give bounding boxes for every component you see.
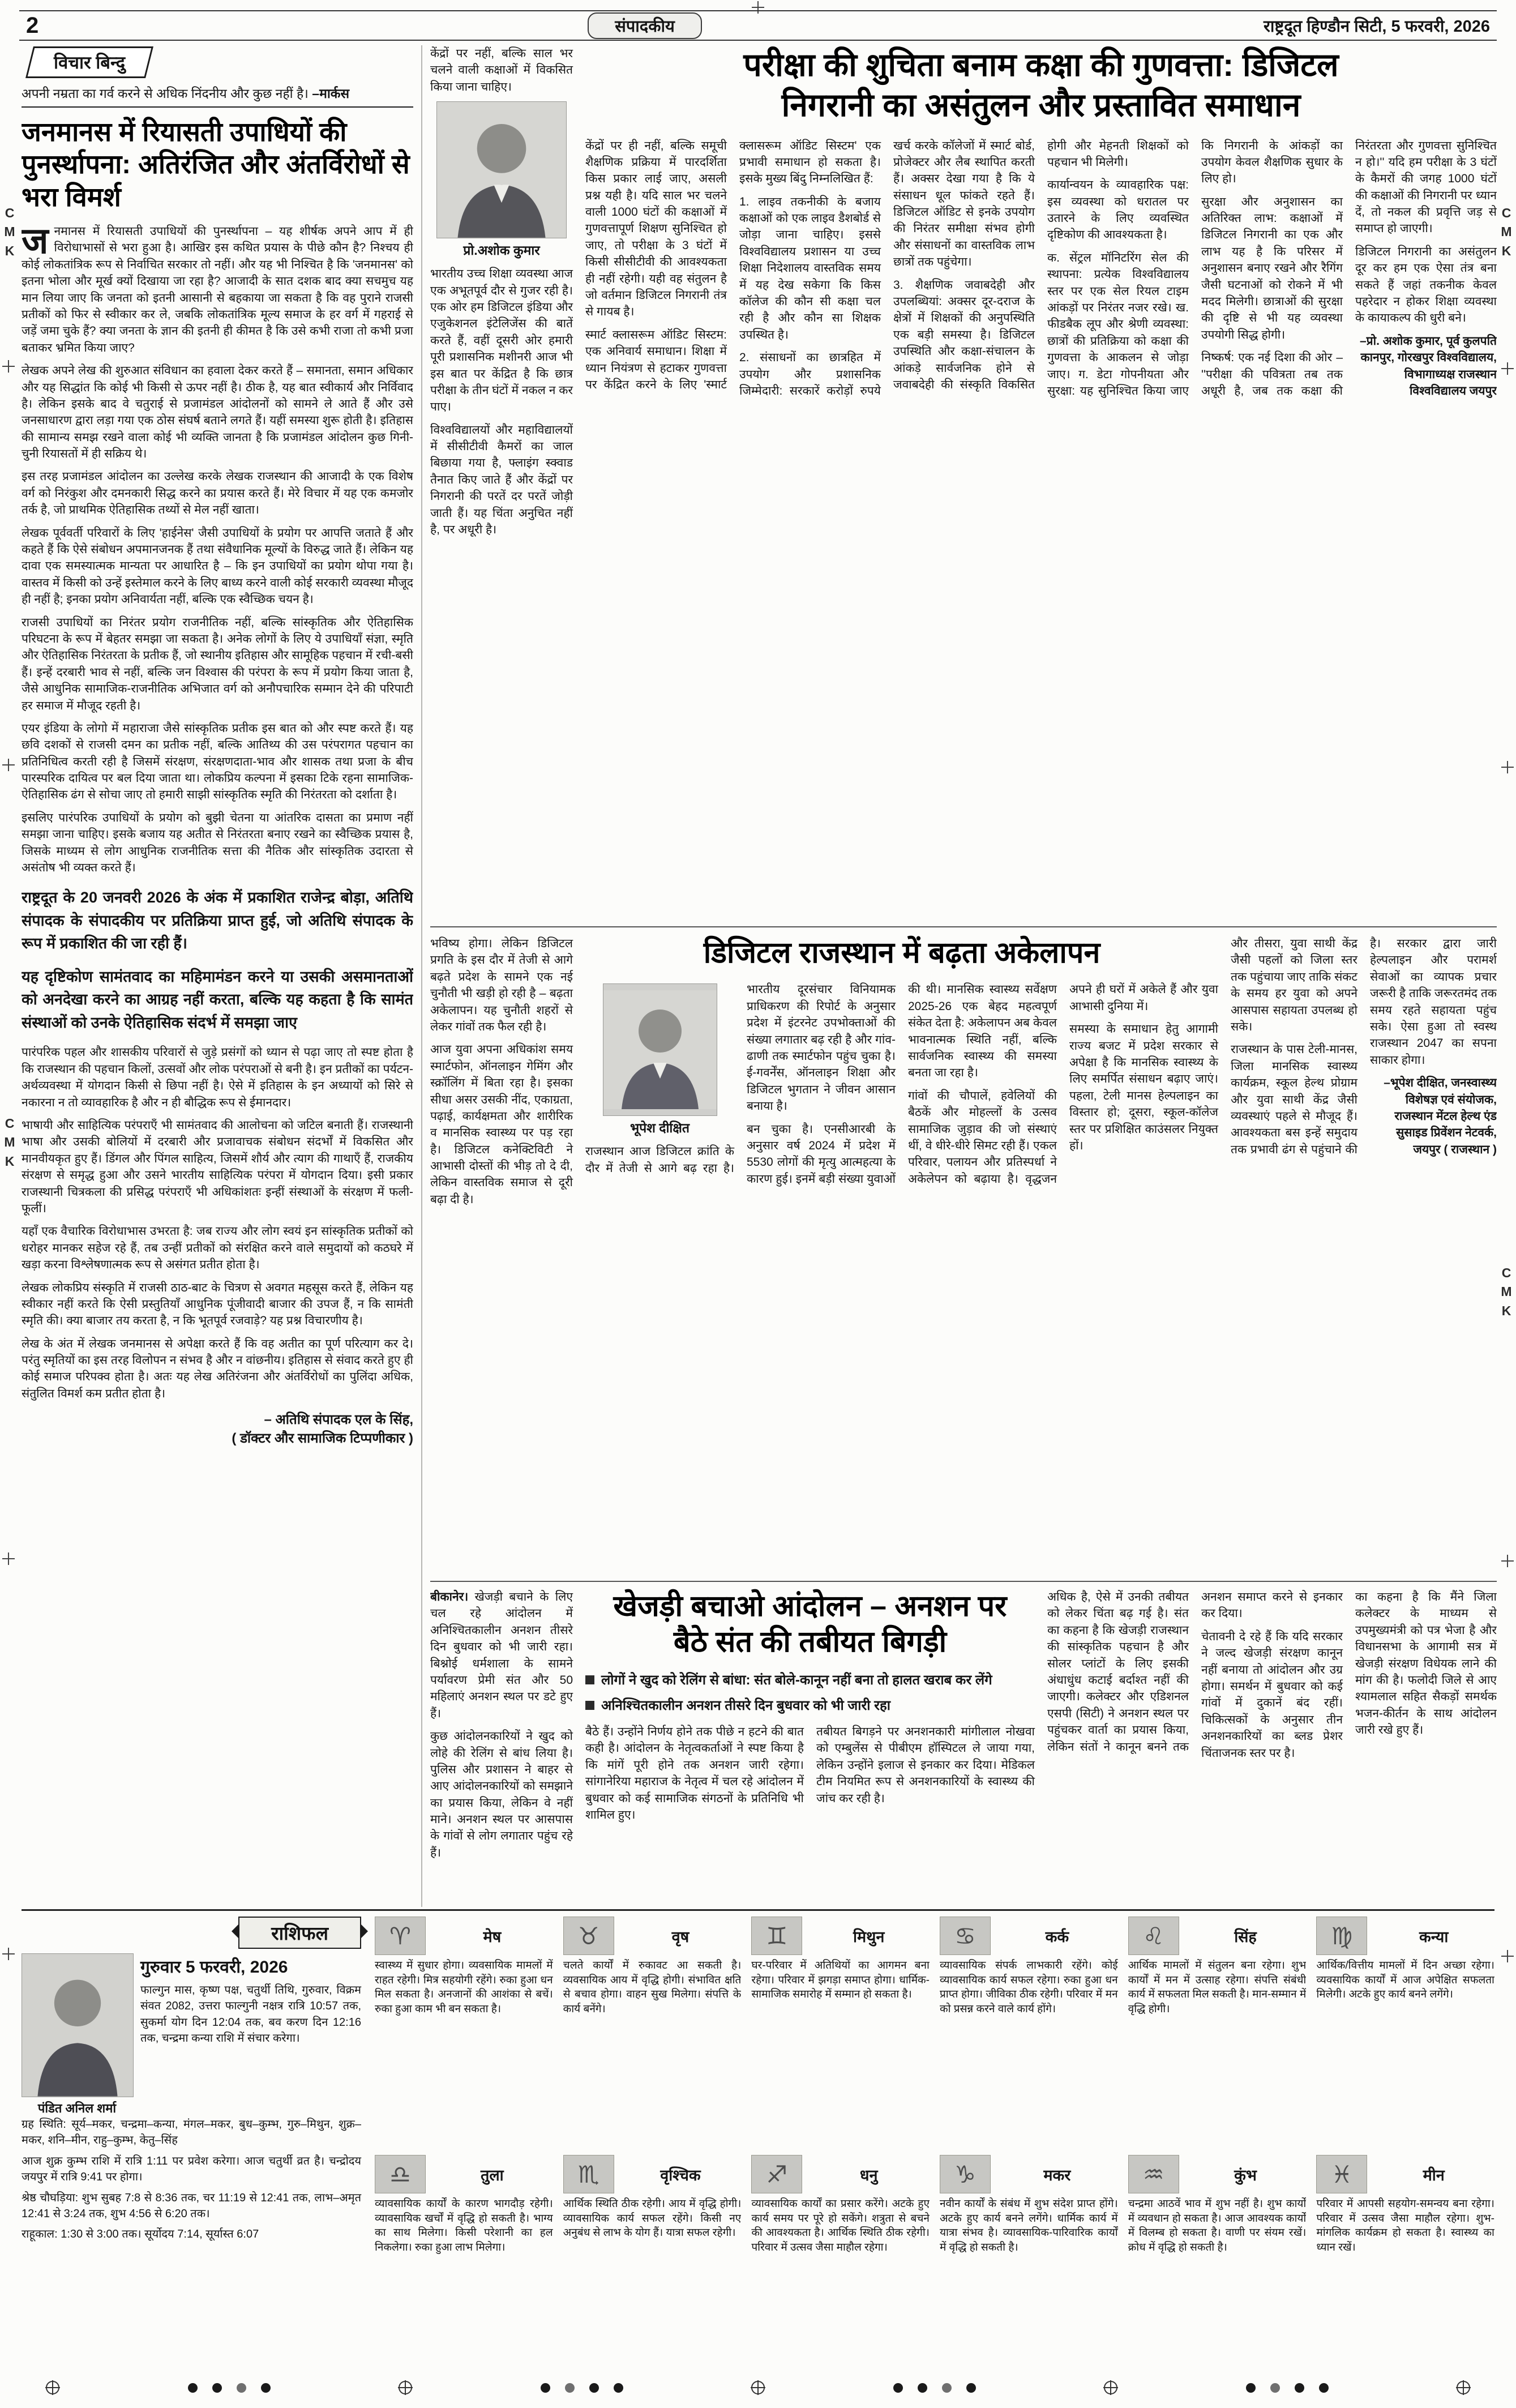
- zodiac-pisces: ♓ मीन परिवार में आपसी सहयोग-समन्वय बना रहेगा। परिवार में उत्सव जैसा माहौल रहेगा। शुभ-मांगलिक कार्यक्रम हो सकता है। स्वास्थ्य का ध्यान रखें।: [1316, 2155, 1494, 2385]
- crop-mark-icon: [1501, 362, 1514, 375]
- exam-integrity-article: [430, 45, 1497, 916]
- cancer-icon: ♋: [940, 1917, 991, 1955]
- registration-target-icon: [45, 2380, 60, 2395]
- paragraph: 1. लाइव तकनीकी के बजाय कक्षाओं को एक लाइव डैशबोर्ड से जोड़ा जाना चाहिए। इससे विश्वविद्यालय प्रशासन या उच्च शिक्षा निदेशालय वास्तविक समय में यह देख सकेगा कि किस कॉलेज की कौन सी कक्षा चल रही है और कौन सा शिक्षक उपस्थित है।: [739, 195, 881, 341]
- paragraph: 2. संसाधनों का छात्रहित में उपयोग और प्रशासनिक जिम्मेदारी: सरकारें करोड़ों रुपये खर्च करके कॉलेजों में स्मार्ट बोर्ड, प्रोजेक्टर और लैब स्थापित करती हैं। अक्सर देखा गया है कि ये संसाधन धूल फांकते रहते हैं। डिजिटल ऑडिट से इनके उपयोग की निरंतर समीक्षा संभव होगी और संसाधनों का वास्तविक लाभ छात्रों तक पहुंचेगा।: [739, 139, 1035, 397]
- paragraph: इस तरह प्रजामंडल आंदोलन का उल्लेख करके लेखक राजस्थान की आजादी के एक विशेष वर्ग को निरंकुश और दमनकारी सिद्ध करने का प्रयास करते हैं। मेरे विचार में यह एक कमजोर तर्क है, जो प्राथमिक ऐतिहासिक तथ्यों से मेल नहीं खाता।: [22, 470, 413, 517]
- taurus-icon: ♉: [563, 1917, 614, 1955]
- registration-target-icon: [751, 2380, 765, 2395]
- virgo-icon: ♍: [1316, 1917, 1367, 1955]
- zodiac-cancer: ♋ कर्क व्यावसायिक संपर्क लाभकारी रहेंगे। कोई व्यावसायिक कार्य सफल रहेगा। रुका हुआ धन प्राप्त होगा। जीविका ठीक रहेगी। परिवार में मन को प्रसन्न करने वाले कार्य होंगे।: [940, 1917, 1118, 2147]
- paragraph: भाषायी और साहित्यिक परंपराएँ भी सामंतवाद की आलोचना को जटिल बनाती हैं। राजस्थानी भाषा और उसकी बोलियों में दरबारी और प्रजावाचक संबोधन संदर्भों में विकसित और मानवीयकृत हुए हैं। डिंगल और पिंगल साहित्य, जिसमें शौर्य और त्याग की गाथाएँ हैं, राजकीय संरक्षण से समृद्ध हुआ और उसने भारतीय साहित्यिक परंपरा में योगदान दिया। इसी प्रकार राजस्थानी चित्रकला की प्रसिद्ध परंपराएँ भी अधिकांशतः इन्हीं संस्थाओं के संरक्षण में फली-फूलीं।: [22, 1119, 413, 1215]
- dateline: बीकानेर।: [430, 1590, 469, 1603]
- transit-note-line: आज शुक्र कुम्भ राशि में रात्रि 1:11 पर प्रवेश करेगा। आज चतुर्थी व्रत है। चन्द्रोदय जयपुर में रात्रि 9:41 पर होगा।: [22, 2154, 361, 2184]
- author-signature: –प्रो. अशोक कुमार, पूर्व कुलपति कानपुर, गोरखपुर विश्वविद्यालय, विभागाध्यक्ष राजस्थान विश्वविद्यालय जयपुर: [1360, 334, 1497, 397]
- author-photo: [436, 101, 567, 238]
- horoscope-section: [22, 1909, 1494, 2385]
- paragraph: समस्या के समाधान हेतु आगामी राज्य बजट में प्रदेश सरकार से अपेक्षा है कि मानसिक स्वास्थ्य के लिए समर्पित संसाधन बढ़ाए जाएं। पहला, टेली मानस हेल्पलाइन का विस्तार हो; दूसरा, स्कूल-कॉलेज स्तर पर प्रशिक्षित काउंसलर नियुक्त हों।: [1069, 1023, 1218, 1152]
- vichar-bindu-title: विचार बिन्दु: [54, 53, 126, 72]
- author-photo: [603, 983, 717, 1116]
- article-columns: [585, 1723, 1035, 1823]
- paragraph: बन चुका है। एनसीआरबी के अनुसार वर्ष 2024 में प्रदेश में 5530 लोगों की मृत्यु आत्महत्या के कारण हुई। इनमें बड़ी संख्या युवाओं की थी। मानसिक स्वास्थ्य सर्वेक्षण 2025-26 एक बेहद महत्वपूर्ण संकेत देता है: अकेलापन अब केवल भावनात्मक स्थिति नहीं, बल्कि सार्वजनिक स्वास्थ्य की समस्या बनता जा रहा है।: [747, 983, 1057, 1186]
- vichar-bindu-banner: [25, 46, 153, 78]
- ink-dots: [541, 2383, 623, 2393]
- registration-target-icon: [1103, 2380, 1118, 2395]
- astrologer-block: [22, 1953, 132, 2116]
- paragraph: केंद्रों पर नहीं, बल्कि साल भर चलने वाली कक्षाओं में विकसित किया जाना चाहिए।: [430, 47, 573, 93]
- guest-editorial-column: [22, 45, 413, 1907]
- page-number: 2: [26, 12, 39, 38]
- crop-mark-icon: [2, 1948, 15, 1960]
- paragraph: एयर इंडिया के लोगो में महाराजा जैसे सांस्कृतिक प्रतीक इस बात को और स्पष्ट करते हैं। यह छवि दशकों से राजसी दमन का प्रतीक नहीं, बल्कि आतिथ्य की उस परंपरागत पहचान का प्रतिनिधित्व करती रही है जिसमें संरक्षण, संरक्षणदाता-भाव और शासक तथा प्रजा के बीच पारस्परिक दायित्व पर बल दिया जाता था। लोकप्रिय कल्पना में इसका टिके रहना सामाजिक-ऐतिहासिक ढंग से सोचा जाए तो हमारी साझी सांस्कृतिक स्मृति की निरंतरता को दर्शाता है।: [22, 721, 413, 802]
- paragraph: भारतीय उच्च शिक्षा व्यवस्था आज एक अभूतपूर्व दौर से गुजर रही है। एक ओर हम डिजिटल इंडिया और एजुकेशनल इंटेलिजेंस की बातें करते हैं, वहीं दूसरी ओर हमारी पूरी प्रशासनिक मशीनरी आज भी इस बात पर केंद्रित है कि छात्र परीक्षा के तीन घंटों में नकल न कर पाए।: [430, 267, 573, 414]
- author-signature: – अतिथि संपादक एल के सिंह, ( डॉक्टर और सामाजिक टिप्पणीकार ): [232, 1412, 413, 1447]
- drop-cap: ज: [22, 220, 49, 261]
- crop-mark-icon: [1501, 1950, 1514, 1962]
- crop-mark-icon: [1501, 1555, 1514, 1567]
- zodiac-grid: [375, 1917, 1494, 2385]
- paragraph: गांवों की चौपालें, हवेलियों की बैठकें और मोहल्लों के उत्सव सामाजिक जुड़ाव की जो संस्थाएं थीं, वे धीरे-धीरे सिमट रही हैं। एकल परिवार, पलायन और प्रतिस्पर्धा ने अकेलेपन को बढ़ाया है। वृद्धजन अपने ही घरों में अकेले हैं और युवा आभासी दुनिया में।: [908, 983, 1218, 1186]
- paragraph: चेतावनी दे रहे हैं कि यदि सरकार ने जल्द खेजड़ी संरक्षण कानून नहीं बनाया तो आंदोलन और उग्र होगा। समर्थन में बुधवार को कई गांवों में दुकानें बंद रहीं। चिकित्सकों के अनुसार तीन अनशनकारियों का ब्लड प्रेशर चिंताजनक स्तर पर है।: [1201, 1629, 1343, 1760]
- planetary-details: [22, 2116, 361, 2243]
- photo-caption: भूपेश दीक्षित: [630, 1120, 690, 1136]
- zodiac-sagittarius: ♐ धनु व्यावसायिक कार्यों का प्रसार करेंगे। अटके हुए कार्य समय पर पूरे हो सकेंगे। शत्रुता से बचने की आवश्यकता है। आर्थिक स्थिति ठीक रहेगी। परिवार में उत्सव जैसा माहौल रहेगा।: [751, 2155, 930, 2385]
- sagittarius-icon: ♐: [751, 2155, 802, 2193]
- zodiac-capricorn: ♑ मकर नवीन कार्यों के संबंध में शुभ संदेश प्राप्त होंगे। अटके हुए कार्य बनने लगेंगे। धार्मिक कार्य में यात्रा संभव है। व्यावसायिक-पारिवारिक कार्यों में वृद्धि हो सकती है।: [940, 2155, 1118, 2385]
- paragraph: स्मार्ट क्लासरूम ऑडिट सिस्टम: एक अनिवार्य समाधान। शिक्षा में ध्यान नियंत्रण से हटाकर गुणवत्ता पर केंद्रित करने के लिए 'स्मार्ट क्लासरूम ऑडिट सिस्टम' एक प्रभावी समाधान हो सकता है। इसके मुख्य बिंदु निम्नलिखित हैं:: [585, 139, 881, 391]
- cmyk-registration-left-top: C M K: [4, 206, 15, 258]
- zodiac-virgo: ♍ कन्या आर्थिक/वित्तीय मामलों में दिन अच्छा रहेगा। व्यवसायिक कार्यों में आज अपेक्षित सफलता मिलेगी। अटके हुए कार्य बनने लगेंगे।: [1316, 1917, 1494, 2147]
- press-registration-strip: [45, 2380, 1471, 2395]
- paragraph: बीकानेर। खेजड़ी बचाने के लिए चल रहे आंदोलन में अनिश्चितकालीन अनशन तीसरे दिन बुधवार को भी जारी रहा। बिश्नोई धर्मशाला के सामने पर्यावरण प्रेमी संत और 50 महिलाएं अनशन स्थल पर डटे हुए हैं।: [430, 1590, 573, 1720]
- paragraph: राजस्थान के पास टेली-मानस, जिला मानसिक स्वास्थ्य कार्यक्रम, स्कूल हेल्थ प्रोग्राम और युवा साथी केंद्र जैसी व्यवस्थाएं पहले से मौजूद हैं। आवश्यकता बस इन्हें समुदाय तक प्रभावी ढंग से पहुंचाने की है। सरकार द्वारा जारी हेल्पलाइन और परामर्श सेवाओं का व्यापक प्रचार जरूरी है ताकि जरूरतमंद तक समय रहते सहायता पहुंच सके। ऐसा हुआ तो स्वस्थ राजस्थान 2047 का सपना साकार होगा।: [1231, 937, 1497, 1156]
- registration-target-icon: [1456, 2380, 1471, 2395]
- cmyk-registration-right-top: C M K: [1501, 206, 1512, 258]
- paragraph: आज युवा अपना अधिकांश समय स्मार्टफोन, ऑनलाइन गेमिंग और स्क्रॉलिंग में बिता रहा है। इसका सीधा असर उसकी नींद, एकाग्रता, पढ़ाई, कार्यक्षमता और शारीरिक व मानसिक स्वास्थ्य पर पड़ रहा है। डिजिटल कनेक्टिविटी ने आभासी दोस्तों की भीड़ तो दे दी, लेकिन वास्तविक समाज से दूरी बढ़ा दी है।: [430, 1043, 573, 1206]
- section-title: संपादकीय: [588, 12, 702, 39]
- page-header: [19, 10, 1497, 41]
- continuation-columns: [1231, 935, 1497, 1579]
- column-divider: [421, 45, 422, 1907]
- paragraph: ज नमानस में रियासती उपाधियों की पुनर्स्थापना – यह शीर्षक अपने आप में ही विरोधाभासों से भरा हुआ है। आखिर इस कथित प्रयास के पीछे कौन है? निश्चय ही कोई लोकतांत्रिक रूप से निर्वाचित सरकार तो नहीं। और यह भी निश्चित है कि 'जनमानस' को इतना भोला और मूर्ख क्यों दिखाया जा रहा है? आजादी के सात दशक बाद क्या सचमुच यह मान लिया जाए कि जनता को इतनी आसानी से बहकाया जा सकता है कि वह पुराने राजसी प्रतीकों को फिर से स्वीकार कर ले, जबकि लोकतांत्रिक मूल्य समाज के हर वर्ग में गहराई से जड़ें जमा चुके हैं? क्या जनता के ज्ञान की इतनी ही कीमत है कि उसे कभी राजा तो कभी प्रजा बताकर भ्रमित किया जाए?: [22, 220, 413, 354]
- quote-attribution: –मार्कस: [312, 86, 350, 101]
- square-bullet-icon: [585, 1675, 594, 1684]
- cmyk-registration-right-bottom: C M K: [1501, 1265, 1512, 1318]
- bullet-item: अनिश्चितकालीन अनशन तीसरे दिन बुधवार को भी जारी रहा: [585, 1696, 1035, 1716]
- quote-text: अपनी नम्रता का गर्व करने से अधिक निंदनीय और कुछ नहीं है।: [22, 86, 309, 101]
- thought-of-the-day: [22, 84, 413, 108]
- left-article-headline: जनमानस में रियासती उपाधियों की पुनर्स्थापना: अतिरंजित और अंतर्विरोधों से भरा विमर्श: [22, 117, 410, 212]
- horoscope-date: गुरुवार 5 फरवरी, 2026: [140, 1958, 288, 1977]
- author-signature: –भूपेश दीक्षित, जनस्वास्थ्य विशेषज्ञ एवं संयोजक, राजस्थान मेंटल हेल्थ एंड सुसाइड प्रिवेंशन नेटवर्क, जयपुर ( राजस्थान ): [1384, 1076, 1497, 1156]
- paragraph: कार्यान्वयन के व्यावहारिक पक्ष: इस व्यवस्था को धरातल पर उतारने के लिए व्यवस्थित दृष्टिकोण की आवश्यकता है।: [1047, 178, 1189, 242]
- edition-dateline: राष्ट्रदूत हिण्डौन सिटी, 5 फरवरी, 2026: [1263, 17, 1490, 36]
- crop-mark-icon: [2, 759, 15, 771]
- aries-icon: ♈: [375, 1917, 426, 1955]
- paragraph: यहाँ एक वैचारिक विरोधाभास उभरता है: जब राज्य और लोग स्वयं इन सांस्कृतिक प्रतीकों को धरोहर मानकर सहेज रहे हैं, तब उन्हीं प्रतीकों को संरक्षित करने वाले समुदायों को कठघरे में खड़ा करना विश्लेषणात्मक रूप से असंगत प्रतीत होता है।: [22, 1225, 413, 1272]
- paragraph: बैठे हैं। उन्होंने निर्णय होने तक पीछे न हटने की बात कही है। आंदोलन के नेतृत्वकर्ताओं ने स्पष्ट किया है कि मांगें पूरी होने तक अनशन जारी रहेगा। सांगानेरिया महाराज के नेतृत्व में चल रहे आंदोलन में बुधवार को कई सामाजिक संगठनों के प्रतिनिधि भी शामिल हुए।: [585, 1725, 804, 1822]
- khejri-protest-article: [430, 1581, 1497, 1910]
- aquarius-icon: ♒: [1128, 2155, 1179, 2193]
- paragraph: लेख के अंत में लेखक जनमानस से अपेक्षा करते हैं कि वह अतीत का पूर्ण परित्याग कर दे। परंतु स्मृतियों का इस तरह विलोपन न संभव है और न वांछनीय। इतिहास से संवाद करते हुए ही कोई समाज परिपक्व होता है। अतः यह लेख अतिरंजना और अंतर्विरोधों का पुलिंदा अधिक, संतुलित विमर्श कम प्रतीत होता है।: [22, 1337, 413, 1400]
- first-column: [430, 1589, 573, 1910]
- editor-note-pullquote: राष्ट्रदूत के 20 जनवरी 2026 के अंक में प्रकाशित राजेन्द्र बोड़ा, अतिथि संपादक के संपादकीय पर प्रतिक्रिया प्राप्त हुई, जो अतिथि संपादक के रूप में प्रकाशित की जा रही हैं।: [22, 889, 413, 952]
- paragraph: डिजिटल निगरानी का असंतुलन दूर कर हम एक ऐसा तंत्र बना सकते हैं जहां तकनीक केवल पहरेदार न होकर शिक्षा व्यवस्था के कायाकल्प की धुरी बने।: [1355, 245, 1497, 325]
- rashifal-ribbon: राशिफल: [238, 1917, 361, 1949]
- libra-icon: ♎: [375, 2155, 426, 2193]
- article-body: [585, 1589, 1035, 1910]
- zodiac-libra: ♎ तुला व्यावसायिक कार्यों के कारण भागदौड़ रहेगी। व्यावसायिक खर्चों में वृद्धि हो सकती है। भाग्य का साथ मिलेगा। किसी परेशानी का हल निकलेगा। रुका हुआ लाभ मिलेगा।: [375, 2155, 553, 2385]
- paragraph: इसलिए पारंपरिक उपाधियों के प्रयोग को बुझी चेतना या आंतरिक दासता का प्रमाण नहीं समझा जाना चाहिए। इसके बजाय यह अतीत से निरंतरता बनाए रखने का स्वैच्छिक प्रयास है, जिसके माध्यम से लोग आधुनिक राजनीतिक सत्ता की नैतिक और सांस्कृतिक उदारता से असंतोष भी व्यक्त करते हैं।: [22, 811, 413, 875]
- cmyk-registration-left-bottom: C M K: [4, 1116, 15, 1169]
- grah-sthiti-line: ग्रह स्थिति: सूर्य–मकर, चन्द्रमा–कन्या, मंगल–मकर, बुध–कुम्भ, गुरु–मिथुन, शुक्र–मकर, शनि–मीन, राहु–कुम्भ, केतु–सिंह: [22, 2118, 361, 2147]
- paragraph: पारंपरिक पहल और शासकीय परिवारों से जुड़े प्रसंगों को ध्यान से पढ़ा जाए तो स्पष्ट होता है कि राजस्थान की पहचान किलों, उत्सवों और लोक परंपराओं से बनी है। इन प्रतीकों का पर्यटन-अर्थव्यवस्था में योगदान किसी से छिपा नहीं है। ऐसे में इतिहास के इन अध्यायों को सिरे से नकारना न तो व्यावहारिक है और न ही बौद्धिक रूप से ईमानदार।: [22, 1046, 413, 1109]
- paragraph: केंद्रों पर ही नहीं, बल्कि समूची शैक्षणिक प्रक्रिया में पारदर्शिता किस प्रकार लाई जाए, असली प्रश्न यही है। यदि साल भर चलने वाली 1000 घंटों की कक्षाओं में गुणवत्तापूर्ण शिक्षण सुनिश्चित हो जाए, तो परीक्षा के 3 घंटों में किसी सीसीटीवी की आवश्यकता ही नहीं रहेगी। यही वह संतुलन है जो वर्तमान डिजिटल निगरानी तंत्र से गायब है।: [585, 139, 727, 319]
- paragraph: निष्कर्ष: एक नई दिशा की ओर – ''परीक्षा की पवित्रता तब तक अधूरी है, जब तक कक्षा की निरंतरता और गुणवत्ता सुनिश्चित न हो।'' यदि हम परीक्षा के 3 घंटों के कैमरों की जगह 1000 घंटों की कक्षाओं की निगरानी पर ध्यान दें, तो नकल की प्रवृत्ति जड़ से समाप्त हो जाएगी।: [1201, 139, 1497, 397]
- digital-loneliness-article: [430, 926, 1497, 1579]
- astrologer-name: पंडित अनिल शर्मा: [37, 2101, 117, 2115]
- paragraph: अधिक है, ऐसे में उनकी तबीयत को लेकर चिंता बढ़ गई है। संत का कहना है कि खेजड़ी राजस्थान की सांस्कृतिक पहचान है और सोलर प्लांटों के लिए इसकी अंधाधुंध कटाई बर्दाश्त नहीं की जाएगी। कलेक्टर और एडिशनल एसपी (सिटी) ने अनशन स्थल पर पहुंचकर वार्ता का प्रयास किया, लेकिन संतों ने कानून बनने तक अनशन समाप्त करने से इनकार कर दिया।: [1047, 1590, 1343, 1753]
- paragraph: का कहना है कि मैंने जिला कलेक्टर के माध्यम से उपमुख्यमंत्री को पत्र भेजा है और विधानसभा के आगामी सत्र में खेजड़ी संरक्षण विधेयक लाने की मांग की है। फलोदी जिले से आए श्यामलाल सहित सैकड़ों समर्थक भजन-कीर्तन के साथ आंदोलन जारी रखे हुए हैं।: [1355, 1590, 1497, 1737]
- crop-mark-icon: [2, 1552, 15, 1565]
- paragraph: और तीसरा, युवा साथी केंद्र जैसी पहलों को जिला स्तर तक पहुंचाया जाए ताकि संकट के समय हर युवा को अपने आसपास सहायता उपलब्ध हो सके।: [1231, 937, 1357, 1033]
- paragraph: विश्वविद्यालयों और महाविद्यालयों में सीसीटीवी कैमरों का जाल बिछाया गया है, फ्लाइंग स्क्वाड तैनात किए जाते हैं और केंद्रों पर निगरानी की परतें दर परतें जोड़ी जाती हैं। यह चिंता अनुचित नहीं है, पर अधूरी है।: [430, 423, 573, 537]
- article-body: [585, 45, 1497, 916]
- zodiac-taurus: ♉ वृष चलते कार्यों में रुकावट आ सकती है। व्यवसायिक आय में वृद्धि होगी। संभावित क्षति से बचाव होगा। वाहन सुख मिलेगा। संपत्ति के कार्य बनेंगे।: [563, 1917, 742, 2147]
- paragraph: लेखक अपने लेख की शुरुआत संविधान का हवाला देकर करते हैं – समानता, समान अधिकार और यह सिद्धांत कि कोई भी किसी से ऊपर नहीं है। ठीक है, यह बात स्वीकार्य और निर्विवाद है। लेकिन इसके बाद वे चतुराई से प्रजामंडल आंदोलनों को सामने ले आते हैं और उसे जनसाधारण द्वारा लड़ा गया एक ठोस संघर्ष बताने लगते हैं। यहीं समस्या शुरू होती है। इतिहास की सामान्य समझ रखने वाला कोई भी व्यक्ति जानता है कि प्रजामंडल आंदोलन कुछ गिनी-चुनी रियासतों में ही सक्रिय थे।: [22, 364, 413, 461]
- panchang-text: फाल्गुन मास, कृष्ण पक्ष, चतुर्थी तिथि, गुरुवार, विक्रम संवत 2082, उत्तरा फाल्गुनी नक्षत्र रात्रि 10:57 तक, सुकर्मा योग दिन 12:04 तक, बव करण दिन 12:16 तक, चन्द्रमा कन्या राशि में संचार करेगा।: [140, 1984, 361, 2045]
- paragraph: क. सेंट्रल मॉनिटरिंग सेल की स्थापना: प्रत्येक विश्वविद्यालय स्तर पर एक सेल रियल टाइम आंकड़ों पर निरंतर नजर रखे। ख. फीडबैक लूप और श्रेणी व्यवस्था: छात्रों की प्रतिक्रिया को कक्षा की गुणवत्ता के आकलन से जोड़ा जाए। ग. डेटा गोपनीयता और सुरक्षा: यह सुनिश्चित किया जाए कि निगरानी के आंकड़ों का उपयोग केवल शैक्षणिक सुधार के लिए हो।: [1047, 139, 1343, 397]
- first-column: [430, 935, 573, 1579]
- chaughadiya-line: श्रेष्ठ चौघड़िया: शुभ सुबह 7:8 से 8:36 तक, चर 11:19 से 12:41 तक, लाभ–अमृत 12:41 से 3:24 तक, शुभ 4:56 से 6:20 तक।: [22, 2191, 361, 2220]
- leo-icon: ♌: [1128, 1917, 1179, 1955]
- paragraph: भविष्य होगा। लेकिन डिजिटल प्रगति के इस दौर में तेजी से आगे बढ़ते प्रदेश के सामने एक नई चुनौती भी खड़ी हो रही है – बढ़ता अकेलापन। यह चुनौती शहरों से लेकर गांवों तक फैल रही है।: [430, 937, 573, 1033]
- first-column: [430, 45, 573, 916]
- ink-dots: [1246, 2383, 1329, 2393]
- paragraph: सुरक्षा और अनुशासन का अतिरिक्त लाभ: कक्षाओं में डिजिटल निगरानी का एक और लाभ यह है कि परिसर में अनुशासन बनाए रखने और रैगिंग जैसी घटनाओं को रोकने में भी मदद मिलेगी। छात्राओं की सुरक्षा की दृष्टि से भी यह व्यवस्था उपयोगी सिद्ध होगी।: [1201, 195, 1343, 341]
- ink-dots: [188, 2383, 271, 2393]
- registration-target-icon: [398, 2380, 413, 2395]
- paragraph: लेखक पूर्ववर्ती परिवारों के लिए 'हाईनेस' जैसी उपाधियों के प्रयोग पर आपत्ति जताते हैं और कहते हैं कि ऐसे संबोधन अपमानजनक हैं तथा संवैधानिक मूल्यों के विरुद्ध जाते हैं। लेकिन यह दावा एक समस्यात्मक मान्यता पर आधारित है – कि इन उपाधियों का प्रयोग थोपा गया है। वास्तव में किसी को उन्हें इस्तेमाल करने के लिए बाध्य करने वाली कोई सरकारी व्यवस्था मौजूद ही नहीं है; इनका प्रयोग अनिवार्यता नहीं, बल्कि एक स्वैच्छिक चयन है।: [22, 526, 413, 606]
- paragraph: राजसी उपाधियों का निरंतर प्रयोग राजनीतिक नहीं, बल्कि सांस्कृतिक और ऐतिहासिक परिघटना के रूप में बेहतर समझा जा सकता है। अनेक लोगों के लिए ये उपाधियाँ संज्ञा, स्मृति और ऐतिहासिक निरंतरता के प्रतीक हैं, जो स्थानीय इतिहास और सामूहिक पहचान में रची-बसी हैं। इन्हें दरबारी भाव से नहीं, बल्कि जन विश्वास की परंपरा के रूप में प्रयोग किया जाता है, जैसे आधुनिक सामाजिक-राजनीतिक अभिजात वर्ग को अनौपचारिक सम्मान देने की परिपाटी हर समाज में मौजूद रहती है।: [22, 615, 413, 712]
- gemini-icon: ♊: [751, 1917, 802, 1955]
- zodiac-gemini: ♊ मिथुन घर-परिवार में अतिथियों का आगमन बना रहेगा। परिवार में झगड़ा समाप्त होगा। धार्मिक-सामाजिक समारोह में सम्मान हो सकता है।: [751, 1917, 930, 2147]
- crop-mark-icon: [2, 360, 15, 373]
- zodiac-leo: ♌ सिंह आर्थिक मामलों में संतुलन बना रहेगा। शुभ कार्यों में मन में उत्साह रहेगा। संपत्ति संबंधी कार्य में सफलता मिल सकती है। मान-सम्मान में वृद्धि होगी।: [1128, 1917, 1307, 2147]
- article-columns: [585, 138, 1497, 400]
- rahukal-line: राहूकाल: 1:30 से 3:00 तक। सूर्योदय 7:14, सूर्यास्त 6:07: [22, 2228, 259, 2241]
- article-columns: [585, 981, 1218, 1187]
- paragraph: 3. शैक्षणिक जवाबदेही और उपलब्धियां: अक्सर दूर-दराज के क्षेत्रों में शिक्षकों की अनुपस्थिति एक बड़ी समस्या है। डिजिटल उपस्थिति और कक्षा-संचालन के आंकड़े सार्वजनिक होने से जवाबदेही की संस्कृति विकसित होगी और मेहनती शिक्षकों को पहचान भी मिलेगी।: [893, 139, 1189, 391]
- bullet-item: लोगों ने खुद को रेलिंग से बांधा: संत बोले-कानून नहीं बना तो हालत खराब कर लेंगे: [585, 1671, 1035, 1690]
- photo-caption: प्रो.अशोक कुमार: [463, 243, 540, 258]
- capricorn-icon: ♑: [940, 2155, 991, 2193]
- bold-standfirst: यह दृष्टिकोण सामंतवाद का महिमामंडन करने या उसकी असमानताओं को अनदेखा करने का आग्रह नहीं करता, बल्कि यह कहता है कि सामंत संस्थाओं को उनके ऐतिहासिक संदर्भ में समझा जाए: [22, 968, 413, 1031]
- continuation-columns: [1047, 1589, 1497, 1910]
- zodiac-aries: ♈ मेष स्वास्थ्य में सुधार होगा। व्यवसायिक मामलों में राहत रहेगी। मित्र सहयोगी रहेंगे। रुका हुआ धन मिल सकता है। अनजानों की आशंका से बचें। रुका हुआ काम भी बन सकता है।: [375, 1917, 553, 2147]
- paragraph: तबीयत बिगड़ने पर अनशनकारी मांगीलाल नोखवा को एम्बुलेंस से पीबीएम हॉस्पिटल ले जाया गया, लेकिन उन्होंने इलाज से इनकार कर दिया। मेडिकल टीम नियमित रूप से अनशनकारियों के स्वास्थ्य की जांच कर रही है।: [816, 1725, 1035, 1805]
- pisces-icon: ♓: [1316, 2155, 1367, 2193]
- paragraph: लेखक लोकप्रिय संस्कृति में राजसी ठाठ-बाट के चित्रण से अवगत महसूस करते हैं, लेकिन यह स्वीकार नहीं करते कि ऐसी प्रस्तुतियाँ आधुनिक पूंजीवादी बाजार की उपज हैं, न कि सामंती स्मृति की। क्या बाजार तय करता है, न कि भूतपूर्व रजवाड़े? यह प्रश्न विचारणीय है।: [22, 1281, 413, 1328]
- astrologer-photo: [22, 1953, 134, 2097]
- panchang-block: [22, 1917, 361, 2385]
- exam-article-headline: परीक्षा की शुचिता बनाम कक्षा की गुणवत्ता: डिजिटल निगरानी का असंतुलन और प्रस्तावित समाधान: [743, 47, 1339, 124]
- highlight-bullets: [585, 1671, 1035, 1716]
- zodiac-scorpio: ♏ वृश्चिक आर्थिक स्थिति ठीक रहेगी। आय में वृद्धि होगी। व्यावसायिक कार्य सफल रहेंगे। किसी नए अनुबंध से लाभ के योग हैं। यात्रा सफल रहेगी।: [563, 2155, 742, 2385]
- paragraph: कुछ आंदोलनकारियों ने खुद को लोहे की रेलिंग से बांध लिया है। पुलिस और प्रशासन ने बाहर से आए आंदोलनकारियों को समझाने का प्रयास किया, लेकिन वे नहीं माने। अनशन स्थल पर आसपास के गांवों से लोग लगातार पहुंच रहे हैं।: [430, 1730, 573, 1859]
- zodiac-aquarius: ♒ कुंभ चन्द्रमा आठवें भाव में शुभ नहीं है। शुभ कार्यों में व्यवधान हो सकता है। आज आवश्यक कार्यों में विलम्ब हो सकता है। वाणी पर संयम रखें। क्रोध में वृद्धि हो सकती है।: [1128, 2155, 1307, 2385]
- ink-dots: [893, 2383, 976, 2393]
- square-bullet-icon: [585, 1701, 594, 1710]
- scorpio-icon: ♏: [563, 2155, 614, 2193]
- article-body: [585, 935, 1218, 1579]
- crop-mark-icon: [1501, 761, 1514, 773]
- loneliness-article-headline: डिजिटल राजस्थान में बढ़ता अकेलापन: [703, 936, 1100, 969]
- khejri-article-headline: खेजड़ी बचाओ आंदोलन – अनशन पर बैठे संत की तबीयत बिगड़ी: [613, 1590, 1007, 1659]
- paragraph: राजस्थान आज डिजिटल क्रांति के दौर में तेजी से आगे बढ़ रहा है। भारतीय दूरसंचार विनियामक प्राधिकरण की रिपोर्ट के अनुसार प्रदेश में इंटरनेट उपभोक्ताओं की संख्या लगातार बढ़ रही है और गांव-ढाणी तक स्मार्टफोन पहुंच चुका है। ई-गवर्नेंस, ऑनलाइन शिक्षा और डिजिटल भुगतान ने जीवन आसान बनाया है।: [585, 983, 896, 1175]
